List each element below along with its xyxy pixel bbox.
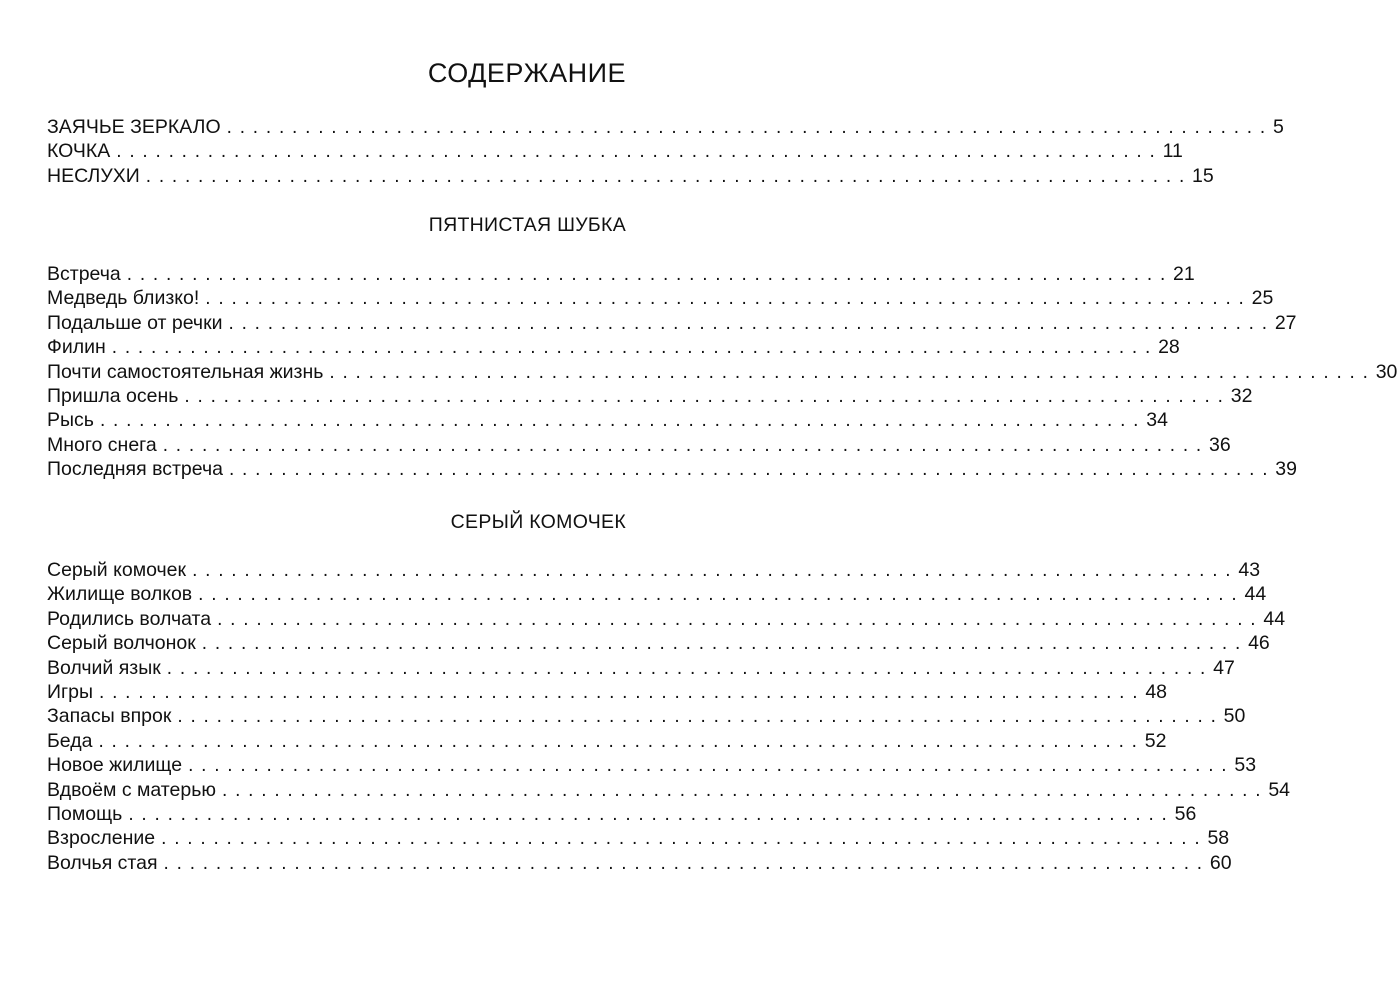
toc-entry-page: 47 <box>1213 656 1235 679</box>
toc-entry[interactable] <box>47 139 1183 163</box>
dot-leader: ................................................................................ <box>99 681 1146 703</box>
dot-leader: ................................................................................ <box>166 657 1214 679</box>
dot-leader: ................................................................................ <box>188 755 1235 777</box>
dot-leader: ................................................................................ <box>228 312 1275 334</box>
toc-entry-page: 44 <box>1263 607 1286 630</box>
toc-entry-page: 39 <box>1275 458 1297 481</box>
dot-leader: ................................................................................ <box>201 633 1249 655</box>
toc-entry-title: Новое жилище <box>47 754 183 777</box>
toc-entry-page: 34 <box>1146 409 1168 432</box>
toc-entry[interactable] <box>47 311 1297 335</box>
toc-entry[interactable] <box>47 115 1284 139</box>
toc-entry-page: 48 <box>1145 680 1168 703</box>
toc-entry-page: 27 <box>1274 311 1297 334</box>
dot-leader: ................................................................................ <box>128 803 1175 825</box>
toc-entry-page: 43 <box>1238 559 1261 581</box>
toc-entry[interactable] <box>47 335 1180 359</box>
toc-entry-page: 32 <box>1230 384 1253 407</box>
toc-entry-title: Беда <box>47 729 93 752</box>
toc-entry-page: 36 <box>1209 433 1231 456</box>
toc-entry-title: Филин <box>47 336 106 359</box>
dot-leader: ................................................................................ <box>162 434 1210 456</box>
dot-leader: ................................................................................ <box>161 828 1208 850</box>
toc-entry[interactable] <box>47 656 1235 680</box>
toc-entry-title: Почти самостоятельная жизнь <box>47 360 324 383</box>
toc-entry-title: Серый комочек <box>47 559 187 581</box>
toc-entry[interactable] <box>47 778 1291 802</box>
toc-entry[interactable] <box>47 164 1214 188</box>
toc-entry[interactable] <box>47 384 1253 408</box>
toc-entry-title: Игры <box>47 680 93 703</box>
toc-entry-title: Пришла осень <box>47 384 179 407</box>
page-title: СОДЕРЖАНИЕ <box>427 58 626 88</box>
toc-entry-page: 54 <box>1268 778 1291 801</box>
dot-leader: ................................................................................ <box>98 730 1145 752</box>
toc-entry[interactable] <box>47 680 1168 704</box>
toc-entry-page: 52 <box>1144 729 1167 752</box>
toc-entry-title: Вдвоём с матерью <box>47 778 216 801</box>
toc-entry[interactable] <box>47 826 1230 850</box>
toc-entry[interactable] <box>47 582 1267 606</box>
toc-entry-page: 58 <box>1207 827 1230 850</box>
dot-leader: ................................................................................ <box>222 779 1269 801</box>
toc-entry-page: 60 <box>1209 851 1232 874</box>
dot-leader: ................................................................................ <box>126 264 1174 285</box>
toc-entry-page: 53 <box>1234 754 1257 777</box>
toc-entry-title: Запасы впрок <box>47 705 172 728</box>
toc-entry-page: 25 <box>1251 287 1274 310</box>
dot-leader: ................................................................................ <box>163 852 1210 874</box>
toc-entry-title: Подальше от речки <box>47 311 223 334</box>
toc-entry-title: Жилище волков <box>47 583 193 606</box>
toc-entry-title: Встреча <box>47 263 121 285</box>
toc-entry-page: 28 <box>1158 336 1180 359</box>
toc-entry-title: Волчья стая <box>47 851 158 874</box>
toc-entry-title: Последняя встреча <box>47 458 223 481</box>
toc-entry-title: Волчий язык <box>47 656 161 679</box>
toc-entry-title: Взросление <box>47 827 156 850</box>
dot-leader: ................................................................................ <box>111 337 1159 359</box>
toc-entry-page: 21 <box>1173 263 1195 285</box>
toc-entry[interactable] <box>47 360 1397 384</box>
toc-section-2 <box>47 262 1397 482</box>
toc-entry[interactable] <box>47 262 1195 286</box>
toc-entry[interactable] <box>47 558 1261 582</box>
toc-entry-title: Медведь близко! <box>47 287 200 310</box>
toc-entry[interactable] <box>47 851 1232 875</box>
toc-entry-page: 30 <box>1375 360 1397 383</box>
dot-leader: ................................................................................ <box>116 141 1163 163</box>
toc-entry[interactable] <box>47 408 1168 432</box>
toc-section-1 <box>47 115 1284 188</box>
toc-entry-page: 50 <box>1223 705 1246 728</box>
toc-entry-page: 5 <box>1272 116 1284 138</box>
toc-entry-title: КОЧКА <box>47 140 111 163</box>
toc-entry-title: Помощь <box>47 802 123 825</box>
dot-leader: ................................................................................ <box>205 288 1252 310</box>
toc-entry[interactable] <box>47 457 1297 481</box>
toc-entry-title: Рысь <box>47 409 94 432</box>
section-heading-grey-lump: СЕРЫЙ КОМОЧЕК <box>450 511 626 533</box>
toc-entry[interactable] <box>47 607 1286 631</box>
toc-entry-title: Родились волчата <box>47 607 212 630</box>
toc-entry-page: 56 <box>1174 802 1197 825</box>
toc-entry-page: 15 <box>1192 164 1214 187</box>
dot-leader: ................................................................................ <box>226 117 1273 138</box>
toc-entry-page: 46 <box>1248 632 1270 655</box>
dot-leader: ................................................................................ <box>145 165 1193 187</box>
toc-section-3 <box>47 558 1291 875</box>
dot-leader: ................................................................................ <box>228 459 1276 481</box>
dot-leader: ................................................................................ <box>329 361 1376 383</box>
toc-entry[interactable] <box>47 631 1270 655</box>
dot-leader: ................................................................................ <box>184 385 1231 407</box>
dot-leader: ................................................................................ <box>198 584 1245 606</box>
toc-entry-title: Много снега <box>47 433 157 456</box>
toc-entry-page: 44 <box>1244 583 1267 606</box>
toc-entry-page: 11 <box>1162 140 1183 163</box>
toc-entry[interactable] <box>47 802 1197 826</box>
toc-entry[interactable] <box>47 753 1257 777</box>
toc-entry-title: Серый волчонок <box>47 632 196 655</box>
toc-entry-title: НЕСЛУХИ <box>47 164 140 187</box>
toc-entry-title: ЗАЯЧЬЕ ЗЕРКАЛО <box>47 116 221 138</box>
toc-entry[interactable] <box>47 704 1246 728</box>
dot-leader: ................................................................................ <box>217 608 1264 630</box>
dot-leader: ................................................................................ <box>192 560 1239 581</box>
toc-entry[interactable] <box>47 729 1167 753</box>
dot-leader: ................................................................................ <box>99 410 1147 432</box>
toc-entry[interactable] <box>47 286 1274 310</box>
toc-entry[interactable] <box>47 433 1231 457</box>
dot-leader: ................................................................................ <box>177 706 1224 728</box>
section-heading-spotted-coat: ПЯТНИСТАЯ ШУБКА <box>428 214 626 236</box>
